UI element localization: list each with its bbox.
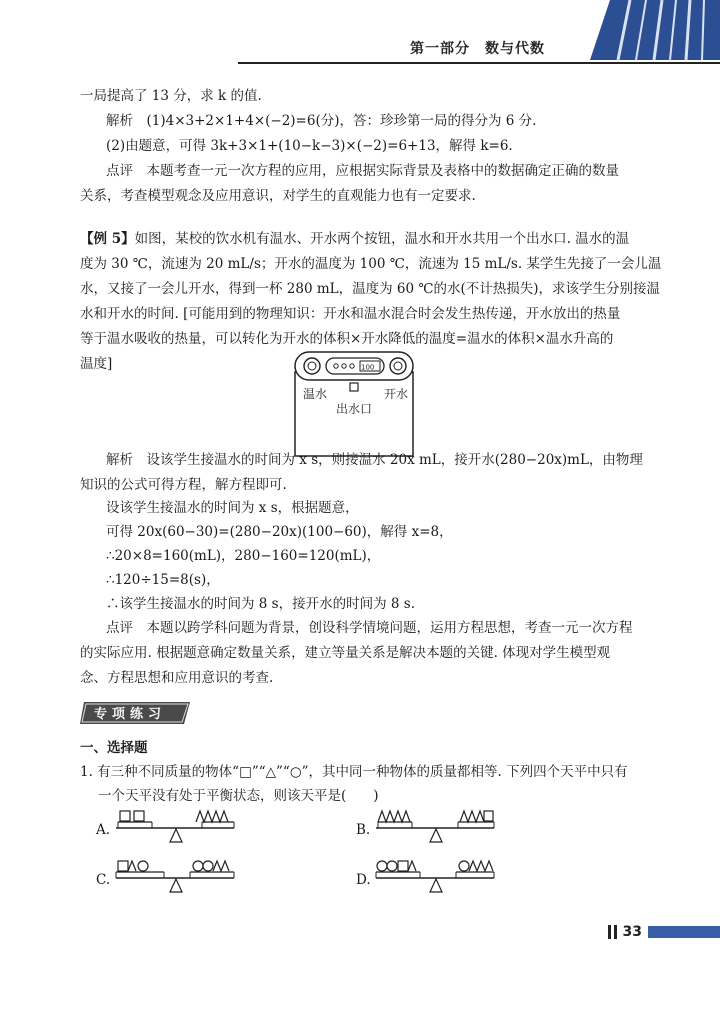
solution-line: ∴120÷15=8(s)， (106, 572, 220, 588)
analysis-line: 知识的公式可得方程，解方程即可. (80, 477, 287, 493)
page-number: 33 (622, 924, 642, 940)
solution-line: 设该学生接温水的时间为 x s，根据题意， (106, 500, 359, 516)
balance-b (372, 808, 500, 848)
example-line: 水，又接了一会儿开水，得到一杯 280 mL，温度为 60 ℃的水(不计热损失)，求该学生分别接温 (80, 281, 661, 297)
header-rule (238, 62, 720, 64)
analysis-line: 解析 (1)4×3+2×1+4×(−2)=6(分)，答：珍珍第一局的得分为 6 分. (106, 113, 537, 129)
option-c-label: C. (96, 872, 111, 888)
comment-line: 的实际应用. 根据题意确定数量关系，建立等量关系是解决本题的关键. 体现对学生模型观 (80, 645, 611, 661)
option-b-label: B. (356, 822, 371, 838)
balance-c (112, 856, 240, 898)
section-heading: 一、选择题 (80, 740, 148, 756)
example-line (80, 229, 629, 249)
outlet-label: 出水口 (336, 402, 373, 416)
example-tag: 【例 5】 (80, 231, 135, 247)
water-dispenser-diagram (294, 350, 428, 458)
display-readout: 100 (361, 363, 375, 372)
solution-line: 可得 20x(60−30)=(280−20x)(100−60)，解得 x=8， (106, 524, 453, 540)
option-d-label: D. (356, 872, 371, 888)
header-decoration (570, 0, 720, 60)
comment-line: 点评 本题考查一元一次方程的应用，应根据实际背景及表格中的数据确定正确的数量 (106, 163, 619, 179)
comment-line: 点评 本题以跨学科问题为背景，创设科学情境问题，运用方程思想，考查一元一次方程 (106, 620, 633, 636)
section-header: 第一部分 数与代数 (410, 41, 545, 57)
example-line: 度为 30 ℃，流速为 20 mL/s；开水的温度为 100 ℃，流速为 15 mL/s. 某学生先接了一会儿温 (80, 256, 662, 272)
page-number-marks (606, 925, 622, 939)
practice-badge-text: 专项练习 (94, 707, 167, 722)
option-a-label: A. (96, 822, 111, 838)
comment-line: 念、方程思想和应用意识的考查. (80, 670, 274, 686)
balance-d (372, 856, 500, 898)
solution-line: ∴该学生接温水的时间为 8 s，接开水的时间为 8 s. (106, 596, 415, 612)
example-text: 如图，某校的饮水机有温水、开水两个按钮，温水和开水共用一个出水口. 温水的温 (134, 231, 630, 247)
question-line: 一个天平没有处于平衡状态，则该天平是( ) (98, 788, 379, 804)
question-line: 1. 有三种不同质量的物体“□”“△”“○”，其中同一种物体的质量都相等. 下列四个天平中只有 (80, 764, 628, 780)
analysis-line: 解析 设该学生接温水的时间为 x s，则接温水 20x mL，接开水(280−20x)mL，由物理 (106, 452, 643, 468)
page-number-band (648, 926, 720, 938)
example-line: 等于温水吸收的热量，可以转化为开水的体积×开水降低的温度=温水的体积×温水升高的 (80, 331, 614, 347)
warm-water-label: 温水 (303, 387, 328, 401)
analysis-line: (2)由题意，可得 3k+3×1+(10−k−3)×(−2)=6+13，解得 k=6. (106, 138, 513, 154)
practice-badge (80, 700, 192, 726)
example-line: 温度] (80, 356, 113, 372)
example-line: 水和开水的时间. [可能用到的物理知识：开水和温水混合时会发生热传递，开水放出的热量 (80, 306, 621, 322)
comment-line: 关系，考查模型观念及应用意识，对学生的直观能力也有一定要求. (80, 188, 476, 204)
balance-a (112, 808, 240, 848)
hot-water-label: 开水 (384, 387, 409, 401)
text-line: 一局提高了 13 分，求 k 的值. (80, 88, 262, 104)
solution-line: ∴20×8=160(mL)，280−160=120(mL)， (106, 548, 381, 564)
